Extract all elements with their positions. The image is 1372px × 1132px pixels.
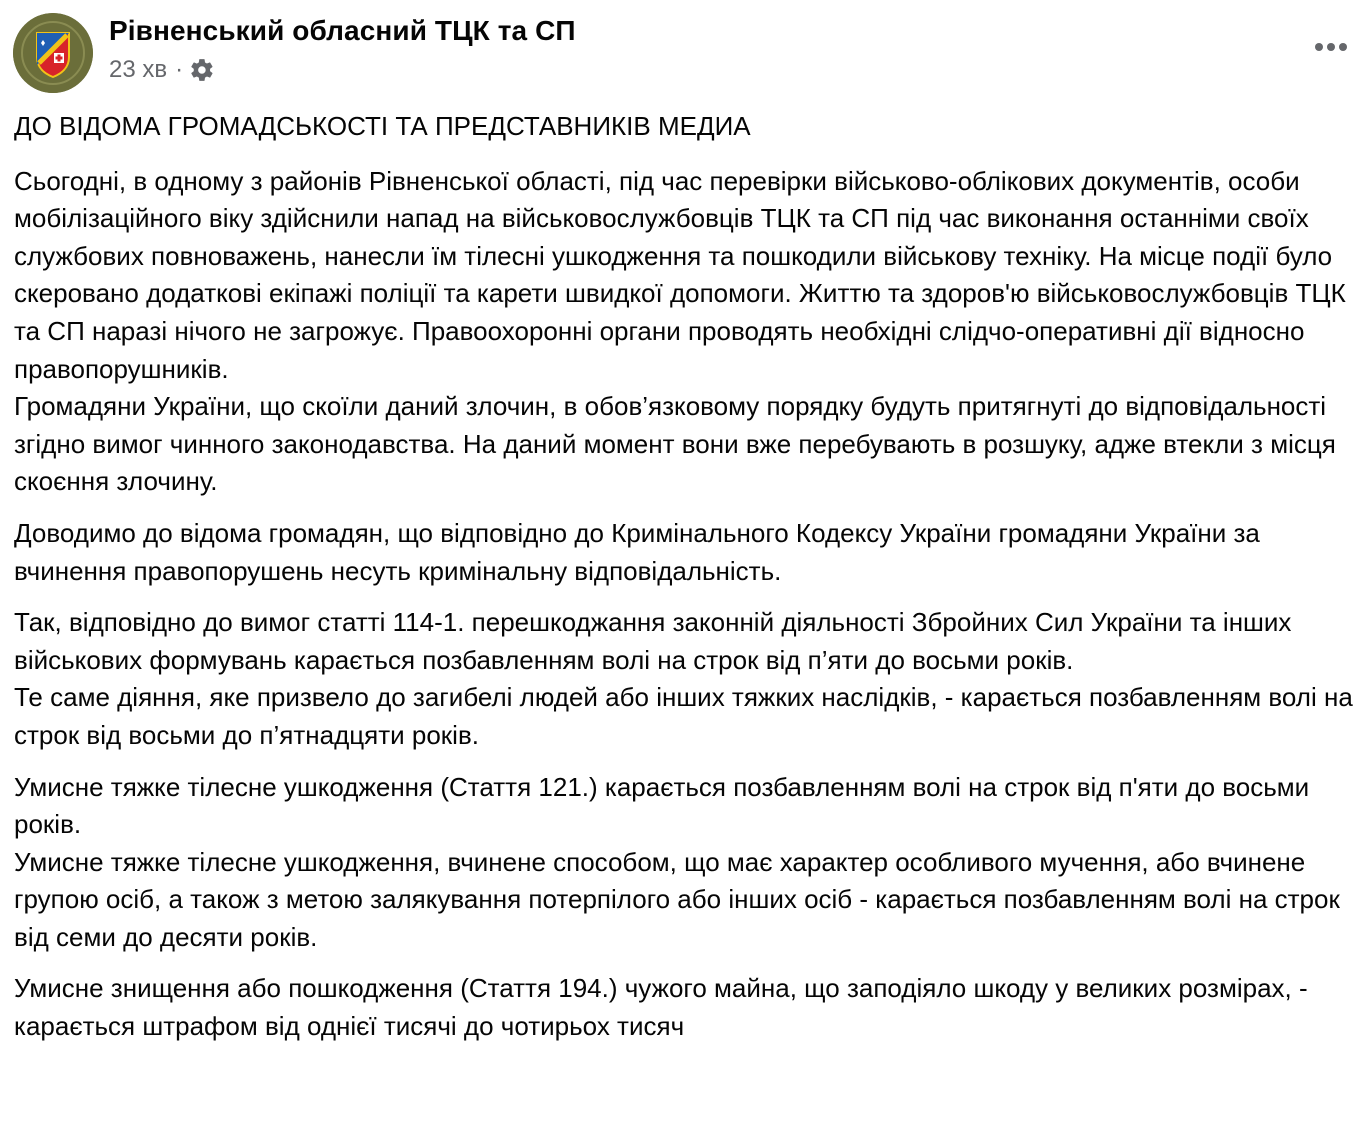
page-name[interactable]: Рівненський обласний ТЦК та СП: [109, 15, 576, 46]
post-paragraph-article-194: Умисне знищення або пошкодження (Стаття 194.) чужого майна, що заподіяло шкоду у великих розмірах, - карається штрафом від однієї тисячі до чотирьох тисяч: [14, 973, 1315, 1042]
coat-of-arms-icon: [13, 13, 93, 93]
more-options-icon: [1314, 42, 1348, 52]
post-paragraph-article-114: Так, відповідно до вимог статті 114-1. перешкоджання законній діяльності Збройних Сил України та інших військових формувань карається позбавленням волі на строк від п’яти до восьми років. Те саме діяння, яке призвело до загибелі людей або інших тяжких наслідків, - карається позбавленням волі на строк від восьми до п’ятнадцяти років.: [14, 607, 1353, 750]
more-options-button[interactable]: [1307, 23, 1355, 71]
post-meta: [109, 55, 215, 85]
post-paragraph-notice: Доводимо до відома громадян, що відповідно до Кримінального Кодексу України громадяни України за вчинення правопорушень несуть кримінальну відповідальність.: [14, 517, 1268, 586]
page-avatar[interactable]: [13, 13, 93, 93]
post-body: [14, 108, 1364, 1060]
gear-icon[interactable]: [189, 57, 215, 83]
post-timestamp[interactable]: 23 хв: [109, 56, 168, 83]
post-title: ДО ВІДОМА ГРОМАДСЬКОСТІ ТА ПРЕДСТАВНИКІВ МЕДИА: [14, 111, 751, 141]
post-paragraph-incident: Сьогодні, в одному з районів Рівненської області, під час перевірки військово-облікових документів, особи мобілізаційного віку здійснили напад на військовослужбовців ТЦК та СП під час виконання останніми своїх службових повноважень, нанесли їм тілесні ушкодження та пошкодили військову техніку. На місце події було скеровано додаткові екіпажі поліції та карети швидкої допомоги. Життю та здоров'ю військовослужбовців ТЦК та СП наразі нічого не загрожує. Правоохоронні органи проводять необхідні слідчо-оперативні дії відносно правопорушників. Громадяни України, що скоїли даний злочин, в обов’язковому порядку будуть притягнуті до відповідальності згідно вимог чинного законодавства. На даний момент вони вже перебувають в розшуку, адже втекли з місця скоєння злочину.: [14, 165, 1346, 497]
post-paragraph-article-121: Умисне тяжке тілесне ушкодження (Стаття 121.) карається позбавленням волі на строк від п'яти до восьми років. Умисне тяжке тілесне ушкодження, вчинене способом, що має характер особливого мучення, або вчинене групою осіб, а також з метою залякування потерпілого або інших осіб - карається позбавленням волі на строк від семи до десяти років.: [14, 771, 1340, 952]
meta-separator: ·: [175, 56, 184, 83]
post-header: [13, 13, 1363, 93]
